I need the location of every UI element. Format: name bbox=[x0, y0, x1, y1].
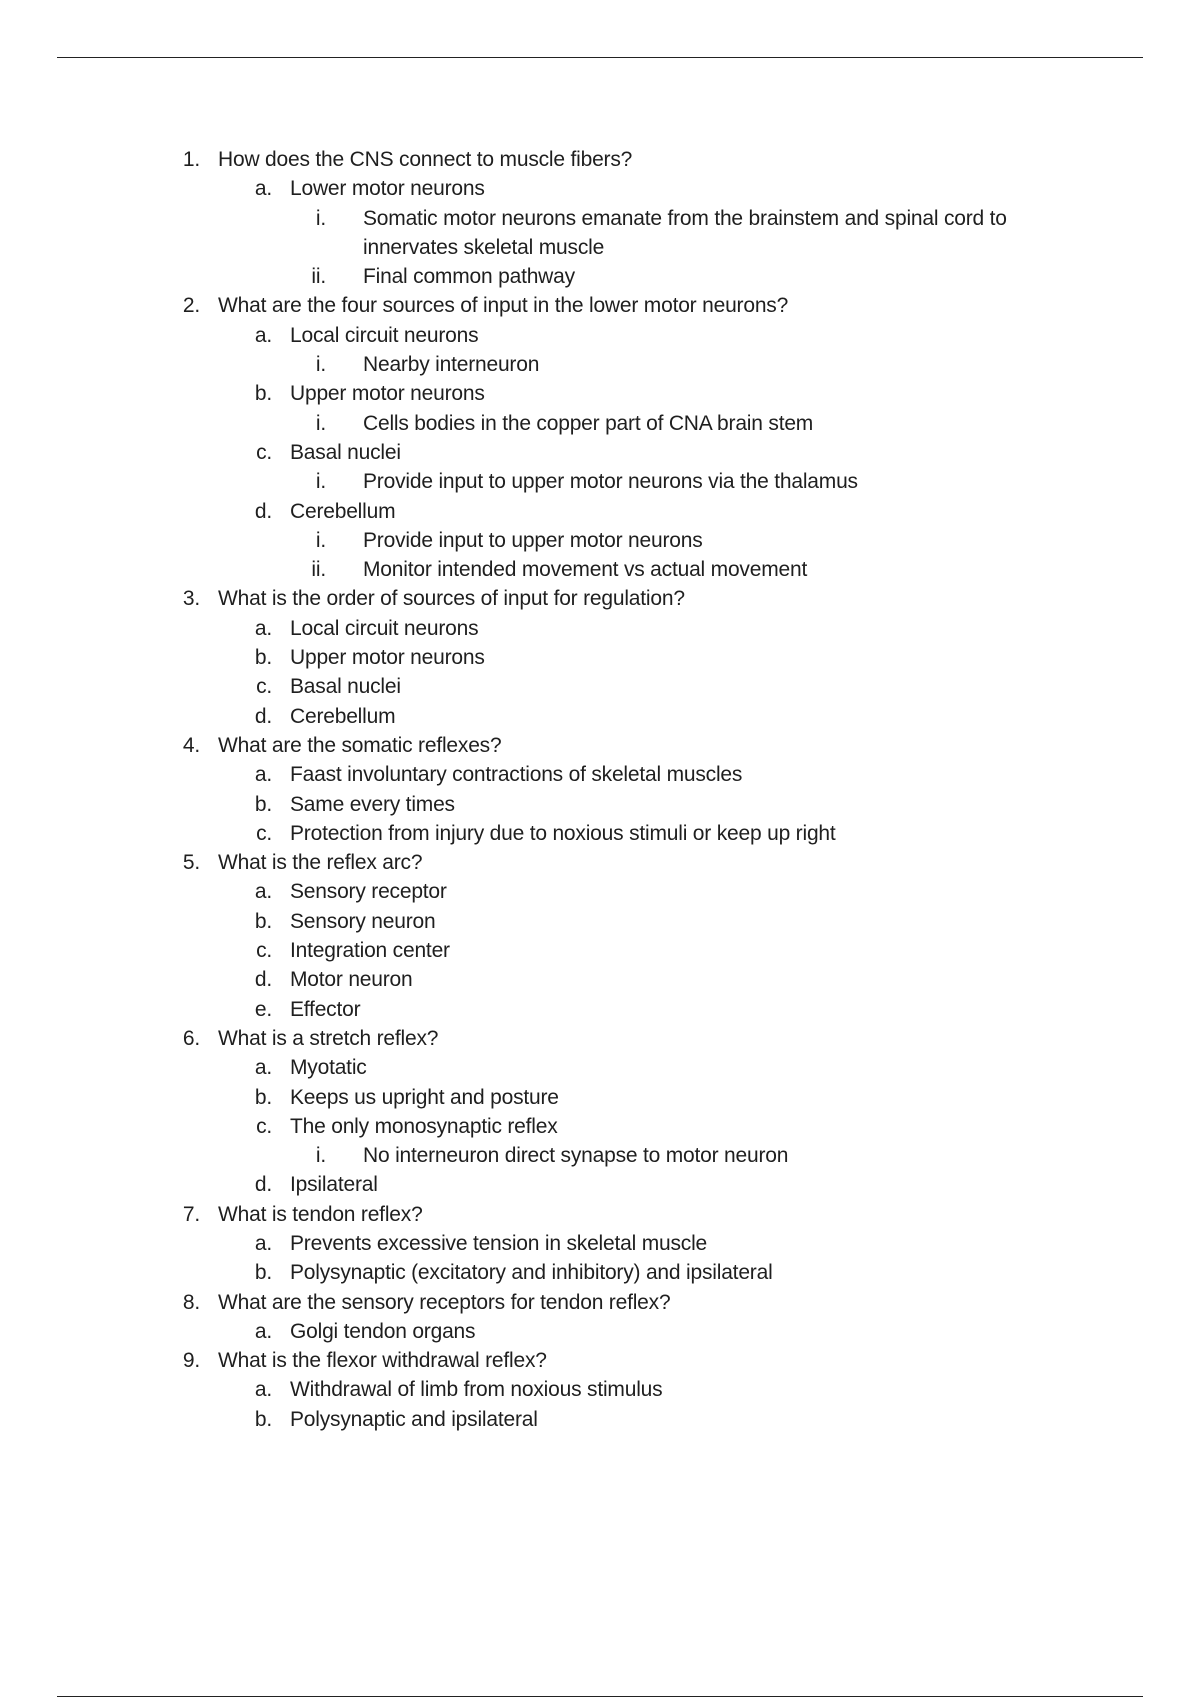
question-text: What are the somatic reflexes? bbox=[218, 733, 502, 757]
outline-item-level-2 bbox=[0, 877, 1200, 906]
question-text: What are the four sources of input in the lower motor neurons? bbox=[218, 294, 789, 318]
list-marker: c. bbox=[256, 440, 272, 464]
answer-text: Monitor intended movement vs actual movement bbox=[363, 558, 808, 582]
list-marker: i. bbox=[315, 528, 326, 552]
list-marker: i. bbox=[315, 411, 326, 435]
outline-item-level-2 bbox=[0, 819, 1200, 848]
outline-item-level-3 bbox=[0, 555, 1200, 584]
question-text: How does the CNS connect to muscle fibers? bbox=[218, 148, 633, 171]
answer-text: Provide input to upper motor neurons bbox=[363, 528, 703, 552]
outline-item-level-2 bbox=[0, 1258, 1200, 1287]
question-text: What is a stretch reflex? bbox=[218, 1026, 439, 1050]
outline-item-level-3 bbox=[0, 350, 1200, 379]
list-marker: b. bbox=[254, 1261, 272, 1285]
answer-text: Same every times bbox=[290, 792, 455, 816]
outline-item-level-2 bbox=[0, 672, 1200, 701]
question-text: What is tendon reflex? bbox=[218, 1202, 423, 1226]
outline-item-level-1 bbox=[0, 145, 1200, 174]
outline-item-level-1 bbox=[0, 848, 1200, 877]
outline-item-level-1 bbox=[0, 1346, 1200, 1375]
answer-text: Final common pathway bbox=[363, 265, 575, 289]
question-text: What is the flexor withdrawal reflex? bbox=[218, 1349, 547, 1373]
answer-text: Protection from injury due to noxious stimuli or keep up right bbox=[290, 821, 836, 845]
list-marker: b. bbox=[254, 1085, 272, 1109]
top-rule bbox=[57, 57, 1143, 58]
answer-text: Withdrawal of limb from noxious stimulus bbox=[290, 1378, 663, 1402]
outline-item-level-2 bbox=[0, 702, 1200, 731]
list-marker: a. bbox=[254, 880, 272, 904]
answer-text: Basal nuclei bbox=[290, 675, 401, 699]
outline-item-level-2 bbox=[0, 174, 1200, 203]
list-marker: d. bbox=[254, 704, 272, 728]
answer-text: Provide input to upper motor neurons via the thalamus bbox=[363, 470, 858, 494]
answer-text: Sensory receptor bbox=[290, 880, 447, 904]
answer-text: Nearby interneuron bbox=[363, 353, 540, 377]
outline-item-level-1 bbox=[0, 1288, 1200, 1317]
outline-item-level-2 bbox=[0, 1053, 1200, 1082]
answer-text: Sensory neuron bbox=[290, 909, 436, 933]
outline-item-level-1 bbox=[0, 1200, 1200, 1229]
answer-text: Basal nuclei bbox=[290, 440, 401, 464]
question-text: What is the order of sources of input for regulation? bbox=[218, 587, 685, 611]
answer-text: Prevents excessive tension in skeletal muscle bbox=[290, 1231, 708, 1255]
list-marker: i. bbox=[315, 1144, 326, 1168]
answer-text: Local circuit neurons bbox=[290, 323, 479, 347]
outline-item-level-1 bbox=[0, 731, 1200, 760]
question-text: What is the reflex arc? bbox=[218, 851, 423, 875]
list-marker: a. bbox=[254, 616, 272, 640]
list-marker: 6. bbox=[182, 1026, 200, 1050]
list-marker: a. bbox=[254, 177, 272, 201]
list-marker: a. bbox=[254, 1056, 272, 1080]
outline-item-level-2 bbox=[0, 965, 1200, 994]
list-marker: a. bbox=[254, 323, 272, 347]
list-marker: 7. bbox=[182, 1202, 200, 1226]
list-marker: b. bbox=[254, 909, 272, 933]
outline-item-level-2 bbox=[0, 497, 1200, 526]
list-marker: c. bbox=[256, 821, 272, 845]
outline-item-level-1 bbox=[0, 1024, 1200, 1053]
bottom-rule bbox=[57, 1696, 1143, 1697]
answer-text: Keeps us upright and posture bbox=[290, 1085, 559, 1109]
list-marker: a. bbox=[254, 1231, 272, 1255]
list-marker: i. bbox=[315, 353, 326, 377]
outline-item-level-2 bbox=[0, 1083, 1200, 1112]
outline-item-level-2 bbox=[0, 438, 1200, 467]
list-marker: 5. bbox=[182, 851, 200, 875]
outline-item-level-2 bbox=[0, 1112, 1200, 1141]
answer-text: Somatic motor neurons emanate from the brainstem and spinal cord to innervates skeletal muscle bbox=[363, 206, 1007, 259]
answer-text: Effector bbox=[290, 997, 361, 1021]
list-marker: b. bbox=[254, 646, 272, 670]
list-marker: i. bbox=[315, 470, 326, 494]
list-marker: 1. bbox=[182, 148, 200, 171]
list-marker: 4. bbox=[182, 733, 200, 757]
list-marker: e. bbox=[254, 997, 272, 1021]
outline-item-level-1 bbox=[0, 584, 1200, 613]
outline-item-level-2 bbox=[0, 379, 1200, 408]
outline-item-level-3 bbox=[0, 204, 1200, 263]
outline-item-level-2 bbox=[0, 1170, 1200, 1199]
outline-item-level-2 bbox=[0, 614, 1200, 643]
outline-item-level-3 bbox=[0, 262, 1200, 291]
list-marker: d. bbox=[254, 968, 272, 992]
outline-list bbox=[0, 145, 1200, 1434]
answer-text: Polysynaptic and ipsilateral bbox=[290, 1407, 538, 1431]
list-marker: a. bbox=[254, 763, 272, 787]
answer-text: Faast involuntary contractions of skeletal muscles bbox=[290, 763, 743, 787]
list-marker: 8. bbox=[182, 1290, 200, 1314]
answer-text: Lower motor neurons bbox=[290, 177, 485, 201]
list-marker: d. bbox=[254, 499, 272, 523]
answer-text: Cerebellum bbox=[290, 704, 396, 728]
list-marker: ii. bbox=[311, 265, 326, 289]
list-marker: a. bbox=[254, 1378, 272, 1402]
answer-text: Cells bodies in the copper part of CNA brain stem bbox=[363, 411, 814, 435]
list-marker: c. bbox=[256, 675, 272, 699]
answer-text: Upper motor neurons bbox=[290, 382, 485, 406]
list-marker: c. bbox=[256, 939, 272, 963]
outline-item-level-3 bbox=[0, 1141, 1200, 1170]
list-marker: b. bbox=[254, 382, 272, 406]
outline-item-level-2 bbox=[0, 1375, 1200, 1404]
answer-text: Golgi tendon organs bbox=[290, 1319, 476, 1343]
outline-item-level-2 bbox=[0, 643, 1200, 672]
outline-item-level-3 bbox=[0, 467, 1200, 496]
list-marker: d. bbox=[254, 1173, 272, 1197]
answer-text: Upper motor neurons bbox=[290, 646, 485, 670]
answer-text: Polysynaptic (excitatory and inhibitory) and ipsilateral bbox=[290, 1261, 773, 1285]
outline-item-level-2 bbox=[0, 760, 1200, 789]
outline-item-level-2 bbox=[0, 1229, 1200, 1258]
answer-text: Local circuit neurons bbox=[290, 616, 479, 640]
outline-item-level-2 bbox=[0, 321, 1200, 350]
answer-text: Myotatic bbox=[290, 1056, 367, 1080]
answer-text: The only monosynaptic reflex bbox=[290, 1114, 558, 1138]
list-marker: ii. bbox=[311, 558, 326, 582]
outline-item-level-2 bbox=[0, 907, 1200, 936]
outline-item-level-2 bbox=[0, 790, 1200, 819]
list-marker: 9. bbox=[182, 1349, 200, 1373]
answer-text: Integration center bbox=[290, 939, 450, 963]
outline-item-level-2 bbox=[0, 1405, 1200, 1434]
outline-item-level-3 bbox=[0, 526, 1200, 555]
list-marker: a. bbox=[254, 1319, 272, 1343]
answer-text: No interneuron direct synapse to motor neuron bbox=[363, 1144, 789, 1168]
answer-text: Motor neuron bbox=[290, 968, 413, 992]
list-marker: b. bbox=[254, 1407, 272, 1431]
outline-item-level-2 bbox=[0, 1317, 1200, 1346]
answer-text: Cerebellum bbox=[290, 499, 396, 523]
list-marker: c. bbox=[256, 1114, 272, 1138]
question-text: What are the sensory receptors for tendon reflex? bbox=[218, 1290, 671, 1314]
answer-text: Ipsilateral bbox=[290, 1173, 378, 1197]
outline-item-level-2 bbox=[0, 936, 1200, 965]
list-marker: i. bbox=[315, 206, 326, 230]
outline-item-level-3 bbox=[0, 409, 1200, 438]
outline-item-level-2 bbox=[0, 995, 1200, 1024]
outline-item-level-1 bbox=[0, 291, 1200, 320]
list-marker: b. bbox=[254, 792, 272, 816]
list-marker: 3. bbox=[182, 587, 200, 611]
list-marker: 2. bbox=[182, 294, 200, 318]
